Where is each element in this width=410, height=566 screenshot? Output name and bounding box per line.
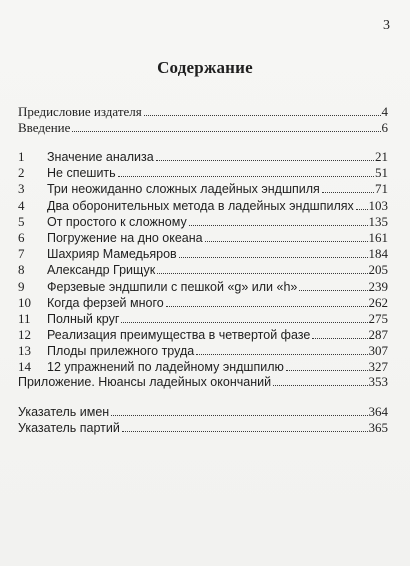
toc-entry <box>18 119 388 135</box>
dot-leader <box>121 310 367 323</box>
chapter-number: 6 <box>18 229 25 245</box>
dot-leader <box>166 294 368 307</box>
chapter-number: 2 <box>18 165 25 181</box>
chapter-number: 10 <box>18 294 31 310</box>
dot-leader <box>356 197 368 210</box>
index-page: 365 <box>368 420 388 436</box>
dot-leader <box>118 164 374 177</box>
chapter-number: 1 <box>18 149 25 164</box>
page-title: Содержание <box>157 58 253 77</box>
dot-leader <box>157 261 367 274</box>
toc-chapter-entry <box>18 229 388 245</box>
toc-chapter-entry <box>18 326 388 342</box>
toc-chapter-entry <box>18 342 388 358</box>
chapter-page: 71 <box>375 181 388 197</box>
chapter-number: 5 <box>18 213 25 229</box>
chapter-title: Значение анализа <box>47 150 154 164</box>
chapter-page: 135 <box>368 213 388 229</box>
chapter-page: 239 <box>368 278 388 294</box>
chapter-title: Не спешить <box>47 166 116 181</box>
chapter-title: Два оборонительных метода в ладейных эндшпилях <box>47 198 354 213</box>
toc-chapter-entry <box>18 278 388 294</box>
index-title: Указатель партий <box>18 421 120 436</box>
dot-leader <box>144 103 381 116</box>
dot-leader <box>299 278 367 291</box>
chapter-page: 287 <box>368 327 388 343</box>
dot-leader <box>205 229 368 242</box>
chapter-page: 327 <box>368 359 388 375</box>
chapter-title: Когда ферзей много <box>47 295 164 310</box>
chapter-title: 12 упражнений по ладейному эндшпилю <box>47 360 284 375</box>
chapter-number: 3 <box>18 181 25 197</box>
appendix-title: Приложение. Нюансы ладейных окончаний <box>18 375 272 389</box>
dot-leader <box>111 403 367 416</box>
chapter-page: 21 <box>375 149 388 164</box>
chapter-title: Реализация преимущества в четвертой фазе <box>47 328 311 343</box>
chapter-page: 103 <box>368 197 388 213</box>
dot-leader <box>196 342 367 355</box>
chapter-number: 9 <box>18 278 25 294</box>
chapter-title: Погружение на дно океана <box>47 230 203 245</box>
toc-entry <box>18 419 388 435</box>
chapter-page: 51 <box>375 165 388 181</box>
dot-leader <box>312 326 367 339</box>
page-number: 3 <box>383 18 390 33</box>
toc-chapter-entry <box>18 213 388 229</box>
chapter-number: 11 <box>18 310 31 326</box>
chapter-title: Три неожиданно сложных ладейных эндшпиля <box>47 182 320 197</box>
chapter-page: 262 <box>368 294 388 310</box>
toc-chapter-entry <box>18 164 388 180</box>
chapter-title: Шахрияр Мамедьяров <box>47 247 177 262</box>
toc-entry <box>18 373 388 389</box>
toc-entry <box>18 403 388 419</box>
chapter-title: От простого к сложному <box>47 214 187 229</box>
toc-chapter-entry <box>18 310 388 326</box>
index-page: 364 <box>368 404 388 419</box>
chapter-number: 14 <box>18 359 31 375</box>
toc-chapter-entry <box>18 261 388 277</box>
chapter-page: 307 <box>368 343 388 359</box>
toc-chapter-entry <box>18 245 388 261</box>
dot-leader <box>179 245 368 258</box>
toc-chapter-entry <box>18 197 388 213</box>
chapter-page: 161 <box>368 229 388 245</box>
toc-entry <box>18 103 388 119</box>
dot-leader <box>286 358 368 371</box>
chapter-number: 7 <box>18 246 25 262</box>
chapter-page: 275 <box>368 310 388 326</box>
dot-leader <box>72 119 380 132</box>
chapter-title: Александр Грищук <box>47 263 156 278</box>
index-title: Указатель имен <box>18 405 110 419</box>
toc-chapter-entry <box>18 294 388 310</box>
chapter-title: Полный круг <box>47 311 120 326</box>
dot-leader <box>189 213 368 226</box>
toc-appendix <box>18 373 388 389</box>
appendix-page: 353 <box>368 374 388 389</box>
chapter-number: 13 <box>18 343 31 359</box>
chapter-number: 12 <box>18 327 31 343</box>
toc-entry-label: Введение <box>18 120 71 136</box>
toc-chapter-entry <box>18 180 388 196</box>
toc-entry-page: 4 <box>381 104 388 119</box>
chapter-page: 184 <box>368 246 388 262</box>
dot-leader <box>122 419 368 432</box>
chapter-title: Ферзевые эндшпили с пешкой «g» или «h» <box>47 279 298 294</box>
toc-chapters <box>18 148 388 375</box>
dot-leader <box>156 148 374 161</box>
chapter-number: 4 <box>18 197 25 213</box>
chapter-title: Плоды прилежного труда <box>47 344 195 359</box>
toc-entry-label: Предисловие издателя <box>18 104 142 119</box>
dot-leader <box>273 373 367 386</box>
toc-chapter-entry <box>18 148 388 164</box>
toc-indexes <box>18 403 388 435</box>
chapter-page: 205 <box>368 262 388 278</box>
toc-front-matter <box>18 103 388 135</box>
chapter-number: 8 <box>18 262 25 278</box>
toc-entry-page: 6 <box>381 120 388 136</box>
dot-leader <box>322 180 374 193</box>
